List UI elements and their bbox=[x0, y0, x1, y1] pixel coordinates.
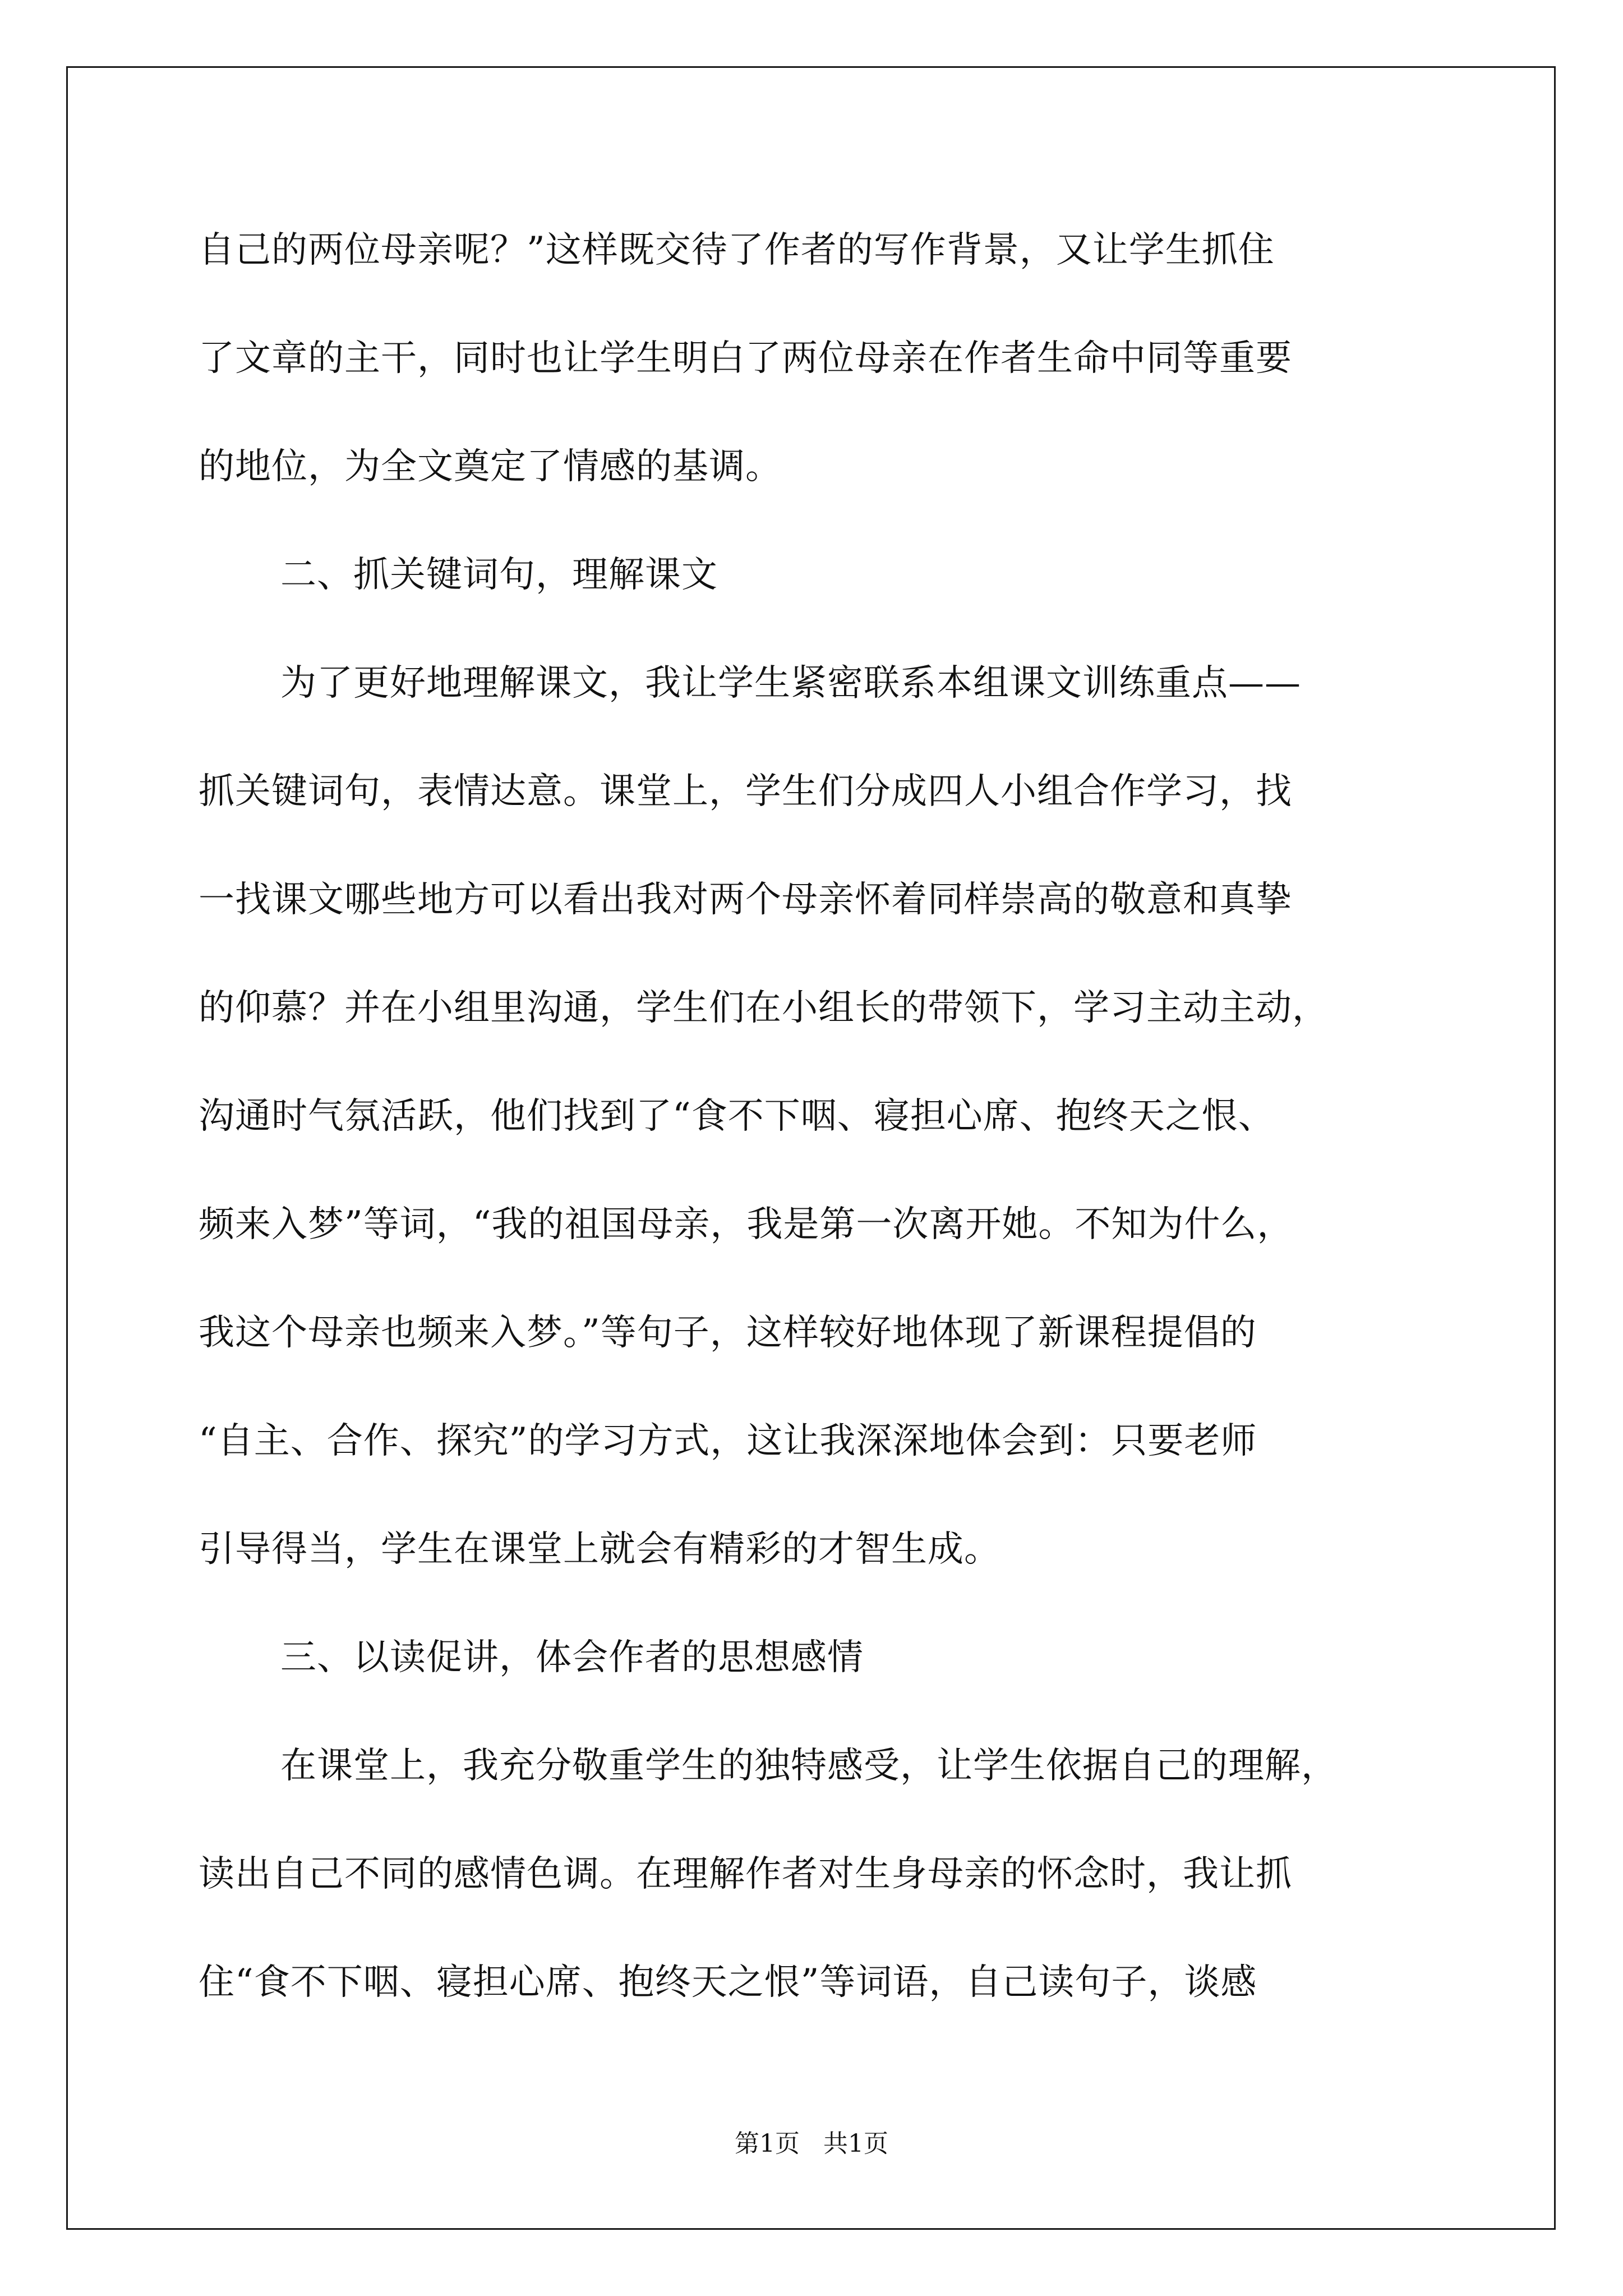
text-line: 频来入梦”等词，“我的祖国母亲，我是第一次离开她。不知为什么， bbox=[199, 1204, 1294, 1245]
text-line: 住“食不下咽、寝担心席、抱终天之恨”等词语，自己读句子，谈感 bbox=[199, 1962, 1257, 2003]
section-heading: 二、抓关键词句，理解课文 bbox=[280, 554, 718, 596]
text-line: 了文章的主干，同时也让学生明白了两位母亲在作者生命中同等重要 bbox=[199, 338, 1292, 379]
text-line: 的仰慕？并在小组里沟通，学生们在小组长的带领下，学习主动主动， bbox=[199, 987, 1329, 1029]
text-line: 我这个母亲也频来入梦。”等句子，这样较好地体现了新课程提倡的 bbox=[199, 1312, 1257, 1354]
text-line: 一找课文哪些地方可以看出我对两个母亲怀着同样崇高的敬意和真挚 bbox=[199, 879, 1292, 921]
text-line: 读出自己不同的感情色调。在理解作者对生身母亲的怀念时，我让抓 bbox=[199, 1853, 1292, 1895]
text-line: 为了更好地理解课文，我让学生紧密联系本组课文训练重点—— bbox=[280, 662, 1301, 704]
page-border bbox=[66, 66, 1556, 2230]
section-heading: 三、以读促讲，体会作者的思想感情 bbox=[280, 1637, 864, 1678]
page-number: 第1页 共1页 bbox=[735, 2129, 888, 2158]
text-line: 自己的两位母亲呢？”这样既交待了作者的写作背景，又让学生抓住 bbox=[199, 229, 1275, 271]
text-line: “自主、合作、探究”的学习方式，这让我深深地体会到：只要老师 bbox=[199, 1420, 1257, 1462]
text-line: 抓关键词句，表情达意。课堂上，学生们分成四人小组合作学习，找 bbox=[199, 771, 1292, 812]
text-line: 引导得当，学生在课堂上就会有精彩的才智生成。 bbox=[199, 1529, 1000, 1570]
text-line: 的地位，为全文奠定了情感的基调。 bbox=[199, 446, 782, 487]
text-line: 沟通时气氛活跃，他们找到了“食不下咽、寝担心席、抱终天之恨、 bbox=[199, 1096, 1275, 1137]
text-line: 在课堂上，我充分敬重学生的独特感受，让学生依据自己的理解， bbox=[280, 1745, 1338, 1787]
